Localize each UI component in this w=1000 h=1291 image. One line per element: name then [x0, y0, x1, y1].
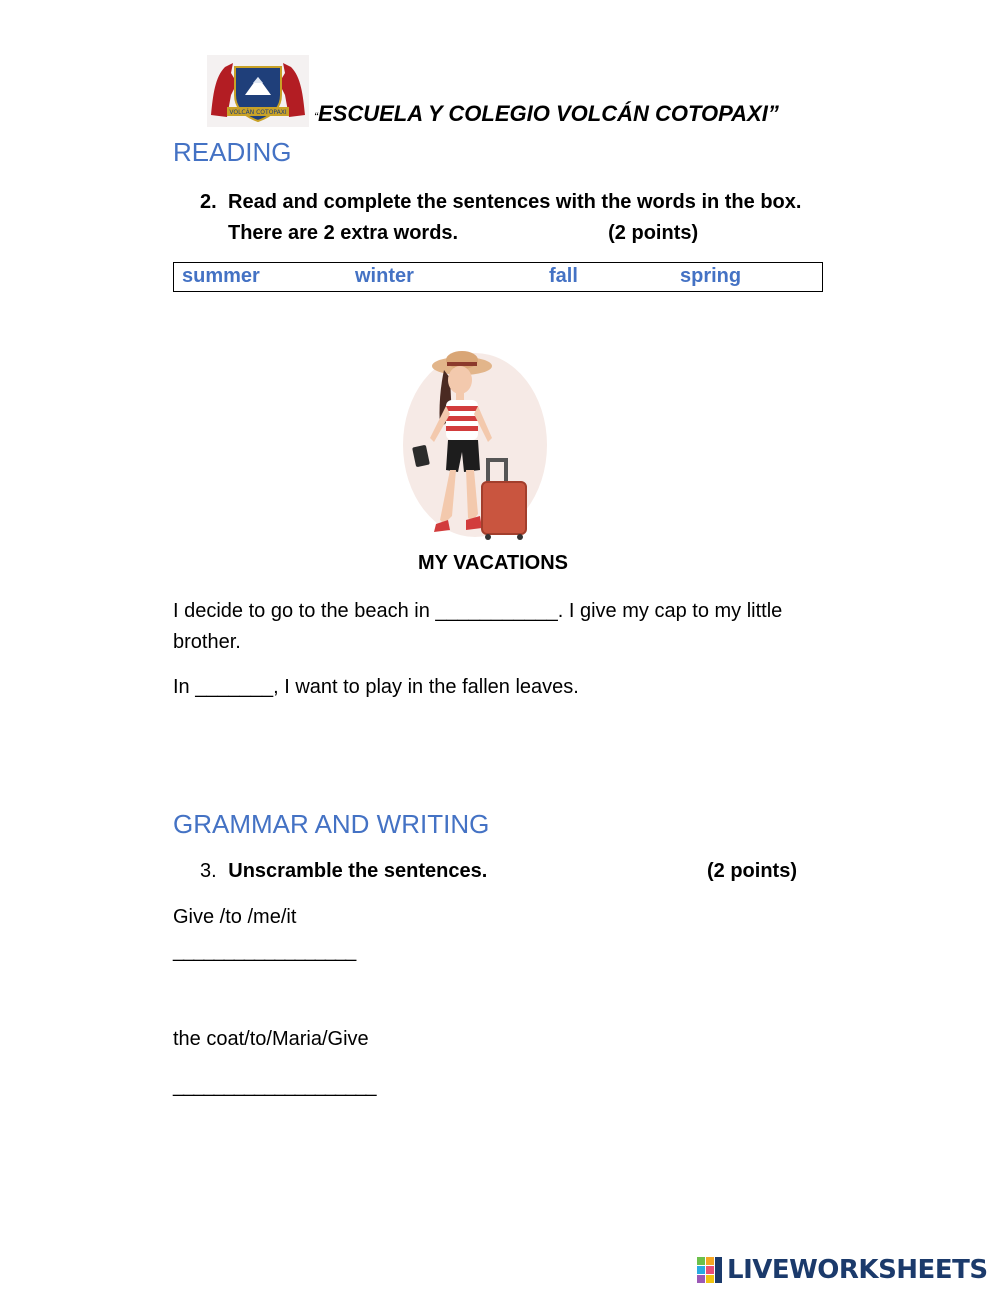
traveler-girl-illustration: [400, 348, 549, 541]
liveworksheets-logo[interactable]: [697, 1255, 988, 1285]
story-sentence-1: I decide to go to the beach in ___________. I give my cap to my little brother.: [173, 600, 783, 653]
points-label: (2 points): [707, 860, 797, 882]
logo-banner-text: VOLCÁN COTOPAXI: [229, 109, 287, 116]
instruction-text: Read and complete the sentences with the words in the box. There are 2 extra words.: [228, 191, 802, 244]
answer-line-2[interactable]: ____________________: [173, 1075, 376, 1097]
question-instruction: Unscramble the sentences.: [228, 860, 488, 882]
word-box: [173, 262, 823, 292]
school-name: [314, 101, 779, 127]
question-instruction: [228, 187, 828, 249]
word-box-item: fall: [549, 265, 578, 287]
scrambled-item-1: Give /to /me/it: [173, 906, 297, 928]
school-logo: [207, 55, 309, 127]
grammar-question: [200, 860, 487, 883]
grammar-heading: GRAMMAR AND WRITING: [173, 809, 490, 839]
word-box-item: spring: [680, 265, 742, 287]
word-box-item: winter: [355, 265, 414, 287]
question-number: 3.: [200, 860, 217, 882]
answer-line-1[interactable]: __________________: [173, 940, 356, 962]
school-name-text: ESCUELA Y COLEGIO VOLCÁN COTOPAXI”: [318, 101, 779, 126]
story-sentence-2: In _______, I want to play in the fallen leaves.: [173, 676, 579, 698]
liveworksheets-icon: [697, 1257, 723, 1283]
reading-heading: READING: [173, 137, 292, 167]
question-number: 2.: [200, 191, 217, 213]
points-label: (2 points): [608, 222, 699, 244]
word-box-item: summer: [182, 265, 260, 287]
scrambled-item-2: the coat/to/Maria/Give: [173, 1028, 369, 1050]
open-quote: “: [314, 110, 318, 124]
liveworksheets-brand-text: LIVEWORKSHEETS: [727, 1255, 988, 1285]
story-title: MY VACATIONS: [418, 552, 569, 574]
